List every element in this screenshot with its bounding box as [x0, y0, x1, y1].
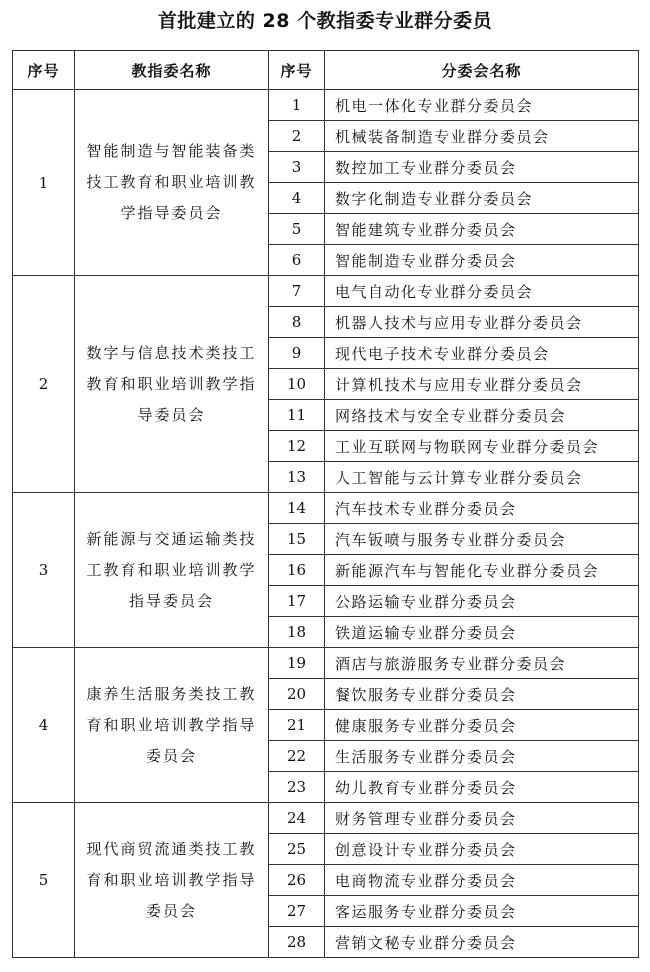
sub-committee-name: 人工智能与云计算专业群分委员会	[325, 462, 639, 493]
sub-committee-name: 网络技术与安全专业群分委员会	[325, 400, 639, 431]
sub-committee-seq: 7	[269, 276, 325, 307]
committee-seq: 1	[13, 90, 75, 276]
committee-seq: 4	[13, 648, 75, 803]
sub-committee-name: 幼儿教育专业群分委员会	[325, 772, 639, 803]
sub-committee-name: 创意设计专业群分委员会	[325, 834, 639, 865]
sub-committee-name: 现代电子技术专业群分委员会	[325, 338, 639, 369]
table-row	[13, 648, 639, 679]
sub-committee-name: 新能源汽车与智能化专业群分委员会	[325, 555, 639, 586]
header-sub-committee-name: 分委会名称	[325, 51, 639, 90]
sub-committee-name: 机电一体化专业群分委员会	[325, 90, 639, 121]
table-body	[13, 90, 639, 958]
sub-committee-name: 生活服务专业群分委员会	[325, 741, 639, 772]
sub-committee-name: 铁道运输专业群分委员会	[325, 617, 639, 648]
sub-committee-seq: 3	[269, 152, 325, 183]
sub-committee-name: 电商物流专业群分委员会	[325, 865, 639, 896]
sub-committee-name: 汽车技术专业群分委员会	[325, 493, 639, 524]
table-row	[13, 90, 639, 121]
sub-committee-seq: 25	[269, 834, 325, 865]
table-row	[13, 493, 639, 524]
committee-name: 数字与信息技术类技工教育和职业培训教学指导委员会	[75, 276, 269, 493]
committee-name: 新能源与交通运输类技工教育和职业培训教学指导委员会	[75, 493, 269, 648]
sub-committee-seq: 10	[269, 369, 325, 400]
committee-name: 现代商贸流通类技工教育和职业培训教学指导委员会	[75, 803, 269, 958]
sub-committee-seq: 2	[269, 121, 325, 152]
sub-committee-name: 机器人技术与应用专业群分委员会	[325, 307, 639, 338]
table-row	[13, 803, 639, 834]
table-row	[13, 276, 639, 307]
sub-committee-name: 电气自动化专业群分委员会	[325, 276, 639, 307]
table-header-row	[13, 51, 639, 90]
sub-committee-name: 智能建筑专业群分委员会	[325, 214, 639, 245]
sub-committee-seq: 16	[269, 555, 325, 586]
sub-committee-seq: 15	[269, 524, 325, 555]
sub-committee-seq: 13	[269, 462, 325, 493]
page-title: 首批建立的 28 个教指委专业群分委员	[157, 10, 493, 32]
sub-committee-seq: 22	[269, 741, 325, 772]
sub-committee-name: 餐饮服务专业群分委员会	[325, 679, 639, 710]
sub-committee-seq: 23	[269, 772, 325, 803]
sub-committee-seq: 5	[269, 214, 325, 245]
sub-committee-seq: 24	[269, 803, 325, 834]
committee-table	[12, 50, 639, 958]
sub-committee-name: 财务管理专业群分委员会	[325, 803, 639, 834]
sub-committee-seq: 17	[269, 586, 325, 617]
sub-committee-seq: 1	[269, 90, 325, 121]
sub-committee-name: 智能制造专业群分委员会	[325, 245, 639, 276]
sub-committee-name: 机械装备制造专业群分委员会	[325, 121, 639, 152]
committee-seq: 5	[13, 803, 75, 958]
header-seq: 序号	[13, 51, 75, 90]
sub-committee-name: 数控加工专业群分委员会	[325, 152, 639, 183]
sub-committee-name: 工业互联网与物联网专业群分委员会	[325, 431, 639, 462]
sub-committee-name: 酒店与旅游服务专业群分委员会	[325, 648, 639, 679]
sub-committee-seq: 21	[269, 710, 325, 741]
committee-name: 智能制造与智能装备类技工教育和职业培训教学指导委员会	[75, 90, 269, 276]
committee-seq: 2	[13, 276, 75, 493]
sub-committee-seq: 6	[269, 245, 325, 276]
sub-committee-seq: 8	[269, 307, 325, 338]
sub-committee-seq: 27	[269, 896, 325, 927]
sub-committee-seq: 26	[269, 865, 325, 896]
sub-committee-seq: 9	[269, 338, 325, 369]
sub-committee-seq: 18	[269, 617, 325, 648]
sub-committee-seq: 4	[269, 183, 325, 214]
sub-committee-name: 汽车钣喷与服务专业群分委员会	[325, 524, 639, 555]
sub-committee-name: 数字化制造专业群分委员会	[325, 183, 639, 214]
sub-committee-seq: 12	[269, 431, 325, 462]
sub-committee-seq: 14	[269, 493, 325, 524]
sub-committee-name: 营销文秘专业群分委员会	[325, 927, 639, 958]
sub-committee-seq: 19	[269, 648, 325, 679]
sub-committee-seq: 20	[269, 679, 325, 710]
sub-committee-name: 客运服务专业群分委员会	[325, 896, 639, 927]
sub-committee-seq: 28	[269, 927, 325, 958]
committee-seq: 3	[13, 493, 75, 648]
sub-committee-name: 健康服务专业群分委员会	[325, 710, 639, 741]
sub-committee-seq: 11	[269, 400, 325, 431]
header-committee-name: 教指委名称	[75, 51, 269, 90]
sub-committee-name: 计算机技术与应用专业群分委员会	[325, 369, 639, 400]
committee-name: 康养生活服务类技工教育和职业培训教学指导委员会	[75, 648, 269, 803]
header-sub-seq: 序号	[269, 51, 325, 90]
sub-committee-name: 公路运输专业群分委员会	[325, 586, 639, 617]
